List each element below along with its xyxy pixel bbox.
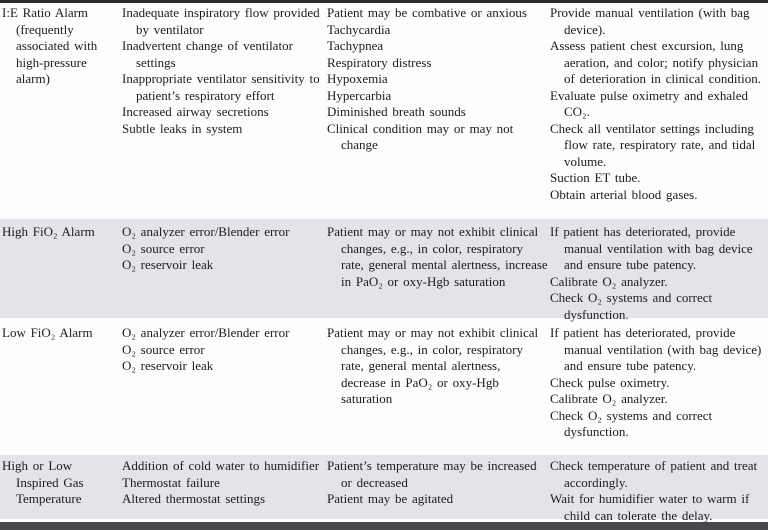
cell-interventions	[550, 318, 768, 441]
cell-alarm	[2, 219, 116, 241]
cell-signs	[327, 455, 548, 508]
text-line: If patient has deteriorated, provide manual ventilation (with bag device) and ensure tube patency.	[550, 325, 762, 373]
text-line: O₂ reservoir leak	[122, 358, 214, 373]
text-line: Patient may or may not exhibit clinical changes, e.g., in color, respiratory rate, general mental alertness, increase in PaO₂ or oxy-Hgb saturation	[327, 224, 548, 289]
text-line: Suction ET tube.	[550, 170, 641, 185]
text-line: O₂ reservoir leak	[122, 257, 214, 272]
text-line: O₂ source error	[122, 341, 205, 357]
table-bottom-rule	[0, 522, 768, 530]
text-line: Patient may be agitated	[327, 491, 454, 506]
text-line: Subtle leaks in system	[122, 120, 243, 136]
text-line: Evaluate pulse oximetry and exhaled CO₂.	[550, 87, 749, 119]
text-line: Thermostat failure	[122, 474, 220, 490]
text-line: Addition of cold water to humidifier	[122, 458, 320, 473]
text-line: Obtain arterial blood gases.	[550, 186, 698, 202]
cell-causes	[122, 318, 322, 375]
text-line: Diminished breath sounds	[327, 104, 466, 119]
text-line: Check O₂ systems and correct dysfunction.	[550, 407, 713, 439]
text-line: Inadvertent change of ventilator settings	[122, 38, 293, 70]
cell-signs	[327, 219, 548, 290]
cell-signs	[327, 318, 548, 408]
text-line: Inappropriate ventilator sensitivity to patient’s respiratory effort	[122, 71, 320, 103]
text-line: Calibrate O₂ analyzer.	[550, 391, 668, 406]
cell-signs	[327, 2, 548, 154]
text-line: If patient has deteriorated, provide manual ventilation with bag device and ensure tube patency.	[550, 224, 753, 272]
text-line: O₂ analyzer error/Blender error	[122, 325, 290, 340]
text-line: Patient’s temperature may be increased or decreased	[327, 458, 537, 490]
text-line: Increased airway secretions	[122, 104, 269, 119]
text-line: Check all ventilator settings including flow rate, respiratory rate, and tidal volume.	[550, 120, 756, 169]
text-line: O₂ analyzer error/Blender error	[122, 224, 290, 239]
table-row	[0, 455, 768, 523]
text-line: Low FiO₂ Alarm	[2, 325, 93, 340]
text-line: Check pulse oximetry.	[550, 374, 670, 390]
text-line: I:E Ratio Alarm (frequently associated with high-pressure alarm)	[2, 5, 98, 86]
text-line: Patient may or may not exhibit clinical changes, e.g., in color, respiratory rate, general mental alertness, decrease in PaO₂ or oxy-Hgb saturation	[327, 325, 539, 406]
text-line: O₂ source error	[122, 240, 205, 256]
text-line: Altered thermostat settings	[122, 491, 266, 506]
text-line: Respiratory distress	[327, 54, 432, 70]
text-line: Calibrate O₂ analyzer.	[550, 273, 668, 289]
text-line: Check O₂ systems and correct dysfunction.	[550, 290, 713, 322]
cell-causes	[122, 455, 322, 508]
cell-causes	[122, 2, 322, 137]
table-row	[0, 2, 768, 219]
text-line: Patient may be combative or anxious	[327, 5, 527, 20]
text-line: Hypoxemia	[327, 71, 388, 86]
cell-interventions	[550, 455, 768, 524]
text-line: Inadequate inspiratory flow provided by ventilator	[122, 5, 320, 37]
text-line: Tachycardia	[327, 21, 391, 37]
table-row	[0, 219, 768, 322]
cell-interventions	[550, 2, 768, 203]
text-line: Check temperature of patient and treat accordingly.	[550, 458, 758, 490]
cell-causes	[122, 219, 322, 274]
cell-interventions	[550, 219, 768, 323]
text-line: Clinical condition may or may not change	[327, 120, 514, 152]
text-line: Wait for humidifier water to warm if child can tolerate the delay.	[550, 491, 750, 523]
text-line: High or Low Inspired Gas Temperature	[2, 458, 84, 506]
cell-alarm	[2, 318, 116, 342]
text-line: Tachypnea	[327, 38, 384, 53]
table-row	[0, 318, 768, 455]
cell-alarm	[2, 2, 116, 88]
cell-alarm	[2, 455, 116, 508]
text-line: High FiO₂ Alarm	[2, 224, 95, 239]
text-line: Assess patient chest excursion, lung aeration, and color; notify physician of deterioration in clinical condition.	[550, 38, 761, 86]
text-line: Provide manual ventilation (with bag device).	[550, 5, 750, 37]
text-line: Hypercarbia	[327, 87, 392, 103]
